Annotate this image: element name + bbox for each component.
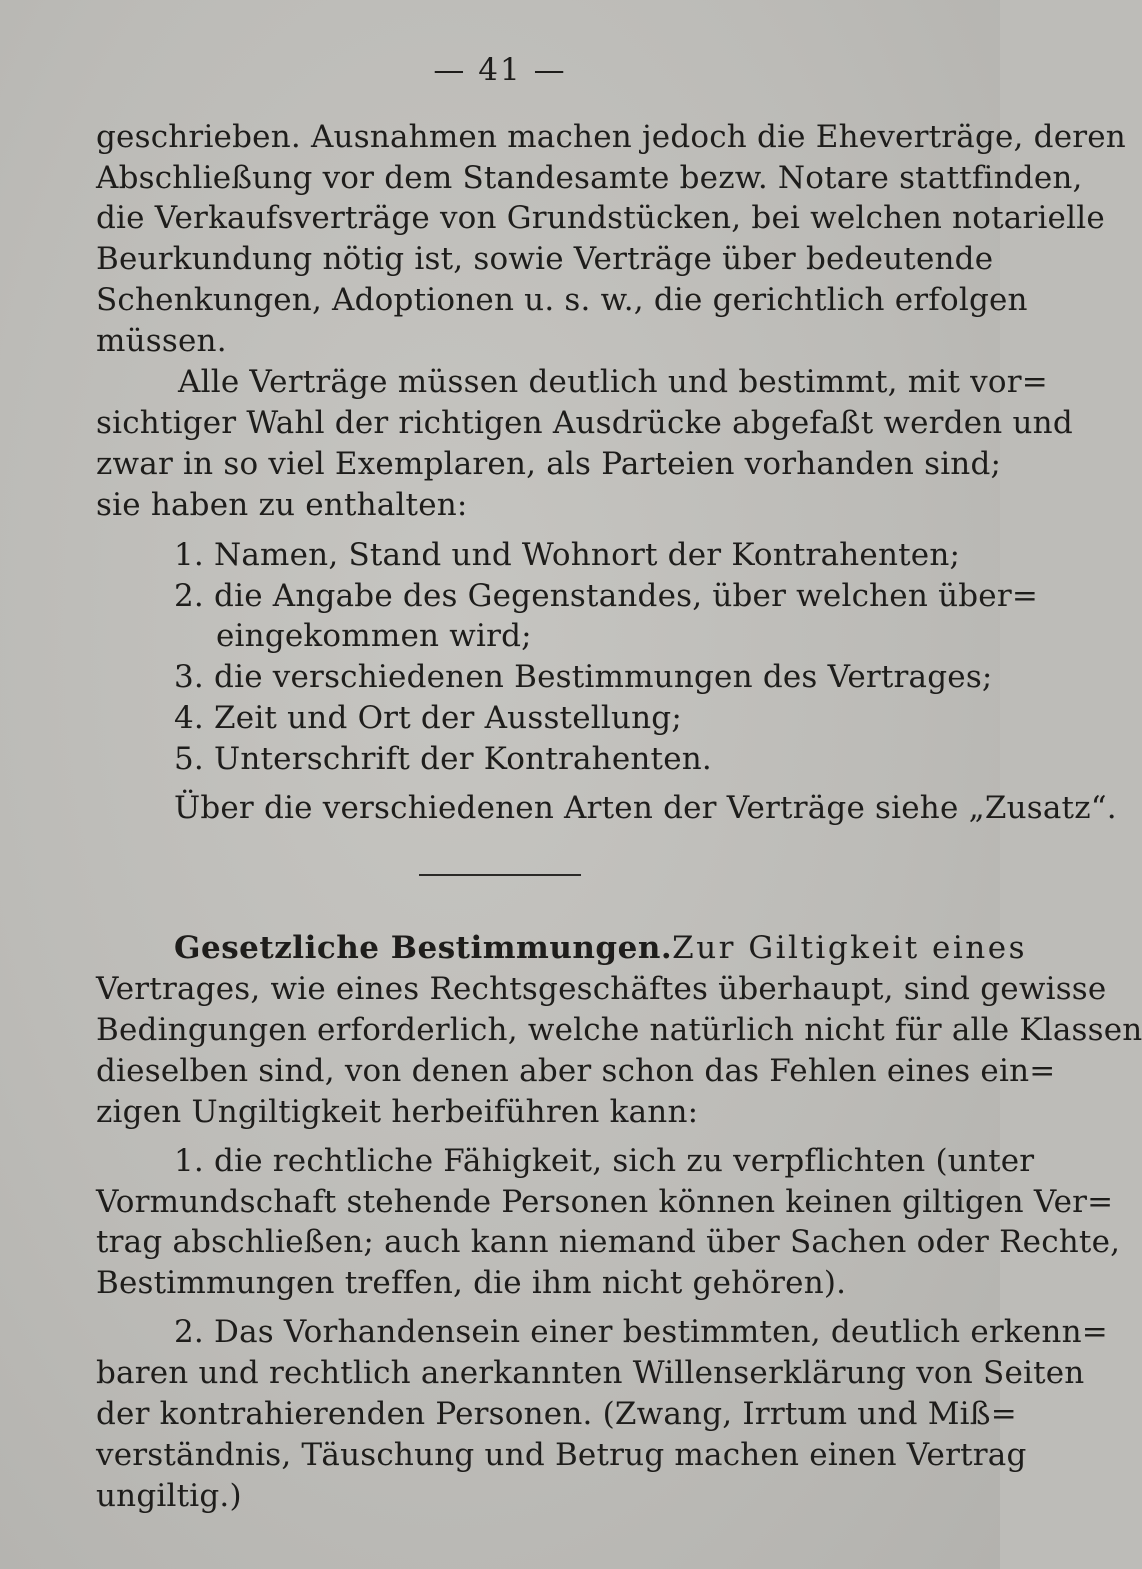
text-line: Vormundschaft stehende Personen können keinen giltigen Ver= <box>96 1184 1114 1220</box>
section-first-line <box>174 928 1027 968</box>
text-line: geschrieben. Ausnahmen machen jedoch die Eheverträge, deren <box>96 119 1126 155</box>
text-line: sie haben zu enthalten: <box>96 487 468 523</box>
text-line: der kontrahierenden Personen. (Zwang, Irrtum und Miß= <box>96 1396 1017 1432</box>
list-item: 2. die Angabe des Gegenstandes, über welchen über= <box>174 578 1039 614</box>
section-divider <box>419 874 581 876</box>
text-line: trag abschließen; auch kann niemand über Sachen oder Rechte, <box>96 1224 1121 1260</box>
text-line: Bedingungen erforderlich, welche natürlich nicht für alle Klassen <box>96 1012 1142 1048</box>
text-line: die Verkaufsverträge von Grundstücken, bei welchen notarielle <box>96 200 1105 236</box>
list-note: Über die verschiedenen Arten der Verträge siehe „Zusatz“. <box>174 790 1117 826</box>
list-item: 1. Namen, Stand und Wohnort der Kontrahenten; <box>174 537 961 573</box>
text-line: zwar in so viel Exemplaren, als Parteien vorhanden sind; <box>96 446 1002 482</box>
text-line: Vertrages, wie eines Rechtsgeschäftes überhaupt, sind gewisse <box>96 971 1107 1007</box>
text-line: Schenkungen, Adoptionen u. s. w., die gerichtlich erfolgen <box>96 282 1028 318</box>
text-line: Abschließung vor dem Standesamte bezw. Notare stattfinden, <box>96 160 1083 196</box>
list-item: 3. die verschiedenen Bestimmungen des Vertrages; <box>174 659 993 695</box>
text-line: baren und rechtlich anerkannten Willenserklärung von Seiten <box>96 1355 1085 1391</box>
list-item: 5. Unterschrift der Kontrahenten. <box>174 741 712 777</box>
text-line: verständnis, Täuschung und Betrug machen einen Vertrag <box>96 1437 1027 1473</box>
text-line: sichtiger Wahl der richtigen Ausdrücke abgefaßt werden und <box>96 405 1073 441</box>
section-heading: Gesetzliche Bestimmungen. <box>174 930 673 966</box>
text-line: Bestimmungen treffen, die ihm nicht gehören). <box>96 1265 847 1301</box>
text-line: ungiltig.) <box>96 1478 242 1514</box>
text-line: 1. die rechtliche Fähigkeit, sich zu verpflichten (unter <box>174 1143 1035 1179</box>
text-line: 2. Das Vorhandensein einer bestimmten, deutlich erkenn= <box>174 1314 1108 1350</box>
section-heading-continuation: Zur Giltigkeit eines <box>672 930 1027 966</box>
text-line: Alle Verträge müssen deutlich und bestimmt, mit vor= <box>178 364 1048 400</box>
page-number: — 41 — <box>433 52 567 88</box>
list-item: 4. Zeit und Ort der Ausstellung; <box>174 700 683 736</box>
list-item-continuation: eingekommen wird; <box>216 618 532 654</box>
text-line: Beurkundung nötig ist, sowie Verträge über bedeutende <box>96 241 994 277</box>
text-line: dieselben sind, von denen aber schon das Fehlen eines ein= <box>96 1053 1056 1089</box>
text-line: zigen Ungiltigkeit herbeiführen kann: <box>96 1094 699 1130</box>
text-line: müssen. <box>96 323 227 359</box>
